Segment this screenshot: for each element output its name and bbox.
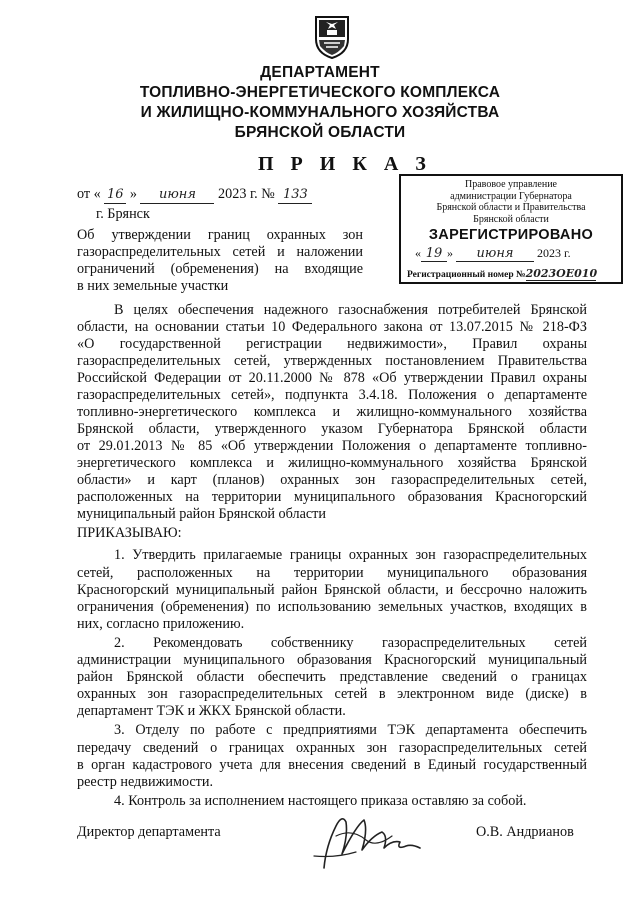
stamp-year: 2023 г. [537, 246, 571, 260]
text-line: газораспределительных сетей», подпункта 3.4.18. Положения о департаменте [77, 387, 587, 403]
handwritten-signature [296, 806, 446, 876]
subject-line: в них земельные участки [77, 278, 229, 294]
text-line: расположенных на территории муниципального образования Красногорский [77, 489, 587, 505]
department-title-line3: И ЖИЛИЩНО-КОММУНАЛЬНОГО ХОЗЯЙСТВА [140, 104, 500, 121]
date-month: июня [140, 186, 214, 204]
subject-line: газораспределительных сетей и наложении [77, 244, 363, 260]
text-line: них, согласно приложению. [77, 616, 245, 632]
text-line: в орган кадастрового учета для внесения сведений в Единый государственный [77, 757, 587, 773]
date-mid: » [129, 186, 137, 202]
signatory-name: О.В. Андрианов [476, 824, 574, 840]
text-line: департамент ТЭК и ЖКХ Брянской области. [77, 703, 346, 719]
stamp-day: 19 [421, 246, 447, 262]
text-line: муниципальный район Брянской области [77, 506, 326, 522]
stamp-reg-value: 2023ОЕ010 [525, 267, 598, 280]
subject-line: ограничений (обременения) на входящие [77, 261, 363, 277]
order-word: ПРИКАЗЫВАЮ: [77, 525, 182, 541]
text-line: Брянской области, утвержденного указом Губернатора Брянской области [77, 421, 587, 437]
text-line: топливно-энергетического комплекса и жилищно-коммунального хозяйства [77, 404, 587, 420]
text-line: 3. Отделу по работе с предприятиями ТЭК департамента обеспечить [114, 722, 587, 738]
text-line: Красногорский муниципальный район Брянской области, и бессрочно наложить [77, 582, 587, 598]
subject-line: Об утверждении границ охранных зон [77, 227, 363, 243]
text-line: Российской Федерации от 20.11.2000 № 878 «Об утверждении Правил охраны [77, 370, 587, 386]
stamp-registered: ЗАРЕГИСТРИРОВАНО [428, 227, 594, 243]
text-line: сетей, расположенных на территории муниципального образования [77, 565, 587, 581]
date-prefix: от « [77, 186, 101, 202]
coat-of-arms-emblem [314, 13, 350, 59]
text-line: от 29.01.2013 № 85 «Об утверждении Положения о департаменте топливно- [77, 438, 587, 454]
stamp-line: Брянской области и Правительства [436, 202, 586, 213]
text-line: передачу сведений о границах охранных зон газораспределительных сетей [77, 740, 587, 756]
document-title: П Р И К А З [258, 153, 432, 175]
stamp-month: июня [456, 246, 534, 262]
city: г. Брянск [96, 206, 150, 222]
order-date-line [77, 186, 377, 204]
text-line: «О государственной регистрации недвижимости», Правил охраны [77, 336, 587, 352]
stamp-line: Правовое управление [465, 179, 557, 190]
text-line: В целях обеспечения надежного газоснабжения потребителей Брянской [114, 302, 587, 318]
text-line: 2. Рекомендовать собственнику газораспределительных сетей [114, 635, 587, 651]
text-line: газораспределительных сетей, утвержденных постановлением Правительства [77, 353, 587, 369]
order-item-4: 4. Контроль за исполнением настоящего приказа оставляю за собой. [114, 793, 527, 809]
text-line: области» и карт (планов) охранных зон газораспределительных сетей, [77, 472, 587, 488]
date-day: 16 [104, 186, 126, 204]
registration-stamp [399, 174, 623, 284]
stamp-date: « 19 » июня 2023 г. [415, 246, 571, 261]
text-line: администрации муниципального образования Красногорский муниципальный [77, 652, 587, 668]
text-line: ограничения (обременения) по использованию земельных участков, входящих в [77, 599, 587, 615]
order-number: 133 [278, 186, 312, 204]
text-line: 1. Утвердить прилагаемые границы охранных зон газораспределительных [114, 547, 587, 563]
stamp-reg-number [401, 267, 621, 281]
text-line: энергетического комплекса и жилищно-коммунального хозяйства Брянской [77, 455, 587, 471]
stamp-line: Брянской области [473, 213, 549, 225]
department-title-line1: ДЕПАРТАМЕНТ [260, 64, 380, 81]
text-line: реестр недвижимости. [77, 774, 214, 790]
text-line: охранных зон газораспределительных сетей в электронном виде (диске) в [77, 686, 587, 702]
date-year: 2023 г. [218, 186, 258, 202]
number-prefix: № [261, 186, 275, 202]
signatory-position: Директор департамента [77, 824, 221, 840]
stamp-line: администрации Губернатора [450, 190, 572, 202]
stamp-reg-label: Регистрационный номер № [407, 270, 526, 280]
text-line: район Брянской области обеспечить представление сведений о границах [77, 669, 587, 685]
department-title-line2: ТОПЛИВНО-ЭНЕРГЕТИЧЕСКОГО КОМПЛЕКСА [139, 84, 501, 101]
text-line: области, на основании статьи 10 Федерального закона от 13.07.2015 № 218-ФЗ [77, 319, 587, 335]
department-title-line4: БРЯНСКОЙ ОБЛАСТИ [234, 124, 406, 141]
